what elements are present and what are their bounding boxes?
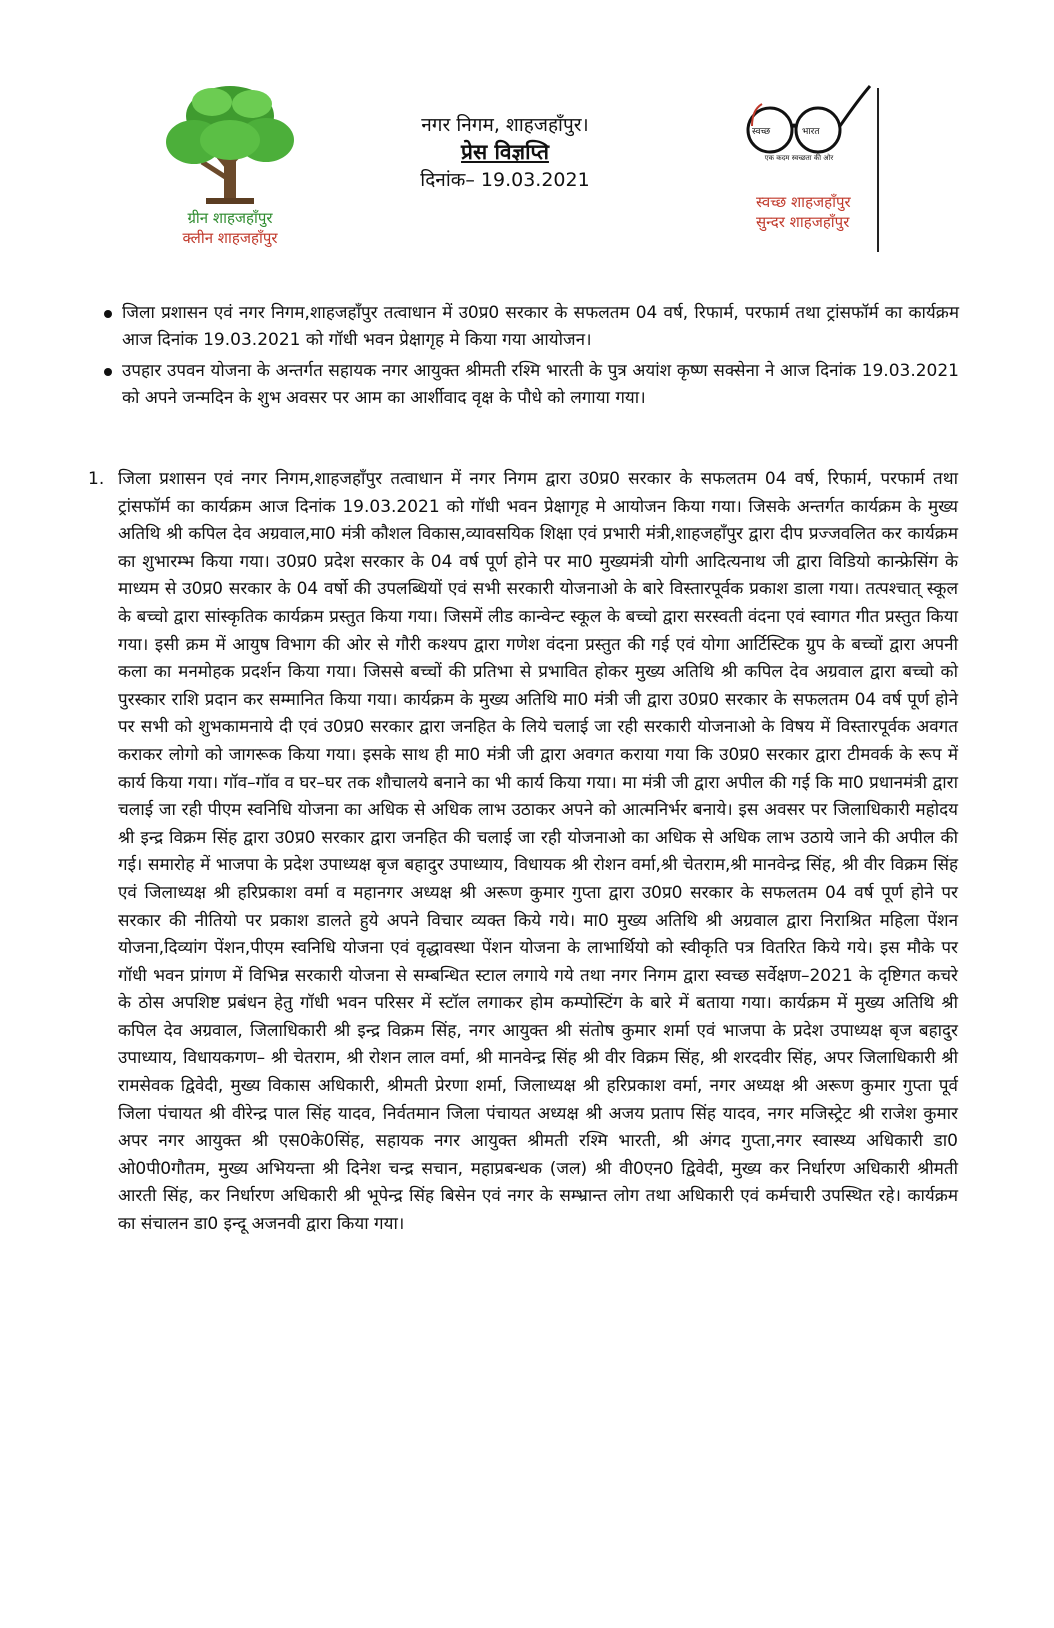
swachh-bharat-logo xyxy=(740,80,880,260)
bullet-icon xyxy=(104,310,112,318)
glasses-right-label: भारत xyxy=(802,127,820,137)
highlight-item xyxy=(104,300,959,354)
header-divider xyxy=(877,88,879,252)
bullet-icon xyxy=(104,368,112,376)
tree-icon xyxy=(162,80,298,208)
numbered-paragraph xyxy=(88,466,958,1239)
swachh-caption-line1: स्वच्छ शाहजहाँपुर xyxy=(756,193,851,211)
swachh-tagline: एक कदम स्वच्छता की ओर xyxy=(764,154,834,162)
highlight-item xyxy=(104,358,959,412)
paragraph-number: 1. xyxy=(88,469,105,489)
letterhead xyxy=(0,0,1054,290)
title-block xyxy=(380,112,630,194)
release-date: दिनांक– 19.03.2021 xyxy=(420,169,590,191)
logo-caption-green: ग्रीन शाहजहाँपुर xyxy=(187,209,273,227)
page-title: प्रेस विज्ञप्ति xyxy=(461,140,549,164)
glasses-left-label: स्वच्छ xyxy=(752,127,771,137)
swachh-caption-line2: सुन्दर शाहजहाँपुर xyxy=(756,213,850,231)
swachh-bharat-glasses-icon xyxy=(740,80,880,160)
paragraph-text: जिला प्रशासन एवं नगर निगम,शाहजहाँपुर तत्वाधान में नगर निगम द्वारा उ0प्र0 सरकार के सफलतम 04 वर्ष, रिफार्म, परफार्म तथा ट्रांसफॉर्म का कार्यक्रम आज दिनांक 19.03.2021 को गॉधी भवन प्रेक्षागृह मे आयोजन किया गया। जिसके अन्तर्गत कार्यक्रम के मुख्य अतिथि श्री कपिल देव अग्रवाल,मा0 मंत्री कौशल विकास,व्यावसयिक शिक्षा एवं प्रभारी मंत्री,शाहजहाँपुर द्वारा दीप प्रज्जवलित कर कार्यक्रम का शुभारम्भ किया गया। उ0प्र0 प्रदेश सरकार के 04 वर्ष पूर्ण होने पर मा0 मुख्यमंत्री योगी आदित्यनाथ जी द्वारा विडियो कान्फ्रेसिंग के माध्यम से उ0प्र0 सरकार के 04 वर्षो की उपलब्धियों एवं सभी सरकारी योजनाओ के बारे विस्तारपूर्वक प्रकाश डाला गया। तत्पश्चात् स्कूल के बच्चो द्वारा सांस्कृतिक कार्यक्रम प्रस्तुत किया गया। जिसमें लीड कान्वेन्ट स्कूल के बच्चो द्वारा सरस्वती वंदना एवं स्वागत गीत प्रस्तुत किया गया। इसी क्रम में आयुष विभाग की ओर से गौरी कश्यप द्वारा गणेश वंदना प्रस्तुत की गई एवं योगा आर्टिस्टिक ग्रुप के बच्चों द्वारा अपनी कला का मनमोहक प्रदर्शन किया गया। जिससे बच्चों की प्रतिभा से प्रभावित होकर मुख्य अतिथि श्री कपिल देव अग्रवाल द्वारा बच्चो को पुरस्कार राशि प्रदान कर सम्मानित किया गया। कार्यक्रम के मुख्य अतिथि मा0 मंत्री जी द्वारा उ0प्र0 सरकार के सफलतम 04 वर्ष पूर्ण होने पर सभी को शुभकामनाये दी एवं उ0प्र0 सरकार द्वारा जनहित के लिये चलाई जा रही सरकारी योजनाओ के विषय में विस्तारपूर्वक अवगत कराकर लोगो को जागरूक किया गया। इसके साथ ही मा0 मंत्री जी द्वारा अवगत कराया गया कि उ0प्र0 सरकार द्वारा टीमवर्क के रूप में कार्य किया गया। गॉव–गॉव व घर–घर तक शौचालये बनाने का भी कार्य किया गया। मा मंत्री जी द्वारा अपील की गई कि मा0 प्रधानमंत्री द्वारा चलाई जा रही पीएम स्वनिधि योजना का अधिक से अधिक लाभ उठाकर अपने को आत्मनिर्भर बनाये। इस अवसर पर जिलाधिकारी महोदय श्री इन्द्र विक्रम सिंह द्वारा उ0प्र0 सरकार द्वारा जनहित की चलाई जा रही योजनाओ का अधिक से अधिक लाभ उठाये जाने की अपील की गई। समारोह में भाजपा के प्रदेश उपाध्यक्ष बृज बहादुर उपाध्याय, विधायक श्री रोशन वर्मा,श्री चेतराम,श्री मानवेन्द्र सिंह, श्री वीर विक्रम सिंह एवं जिलाध्यक्ष श्री हरिप्रकाश वर्मा व महानगर अध्यक्ष श्री अरूण कुमार गुप्ता द्वारा उ0प्र0 सरकार के सफलतम 04 वर्ष पूर्ण होने पर सरकार की नीतियो पर प्रकाश डालते हुये अपने विचार व्यक्त किये गये। मा0 मुख्य अतिथि श्री अग्रवाल द्वारा निराश्रित महिला पेंशन योजना,दिव्यांग पेंशन,पीएम स्वनिधि योजना एवं वृद्धावस्था पेंशन योजना के लाभार्थियो को स्वीकृति पत्र वितरित किये गये। इस मौके पर गॉधी भवन प्रांगण में विभिन्न सरकारी योजना से सम्बन्धित स्टाल लगाये गये तथा नगर निगम द्वारा स्वच्छ सर्वेक्षण–2021 के दृष्टिगत कचरे के ठोस अपशिष्ट प्रबंधन हेतु गॉधी भवन परिसर में स्टॉल लगाकर होम कम्पोस्टिंग के बारे में बताया गया। कार्यक्रम में मुख्य अतिथि श्री कपिल देव अग्रवाल, जिलाधिकारी श्री इन्द्र विक्रम सिंह, नगर आयुक्त श्री संतोष कुमार शर्मा एवं भाजपा के प्रदेश उपाध्यक्ष बृज बहादुर उपाध्याय, विधायकगण– श्री चेतराम, श्री रोशन लाल वर्मा, श्री मानवेन्द्र सिंह श्री वीर विक्रम सिंह, श्री शरदवीर सिंह, अपर जिलाधिकारी श्री रामसेवक द्विवेदी, मुख्य विकास अधिकारी, श्रीमती प्रेरणा शर्मा, जिलाध्यक्ष श्री हरिप्रकाश वर्मा, नगर अध्यक्ष श्री अरूण कुमार गुप्ता पूर्व जिला पंचायत श्री वीरेन्द्र पाल सिंह यादव, निर्वतमान जिला पंचायत अध्यक्ष श्री अजय प्रताप सिंह यादव, नगर मजिस्ट्रेट श्री राजेश कुमार अपर नगर आयुक्त श्री एस0के0सिंह, सहायक नगर आयुक्त श्रीमती रश्मि भारती, श्री अंगद गुप्ता,नगर स्वास्थ्य अधिकारी डा0 ओ0पी0गौतम, मुख्य अभियन्ता श्री दिनेश चन्द्र सचान, महाप्रबन्धक (जल) श्री वी0एन0 द्विवेदी, मुख्य कर निर्धारण अधिकारी श्रीमती आरती सिंह, कर निर्धारण अधिकारी श्री भूपेन्द्र सिंह बिसेन एवं नगर के सम्भ्रान्त लोग तथा अधिकारी एवं कर्मचारी उपस्थित रहे। कार्यक्रम का संचालन डा0 इन्दू अजनवी द्वारा किया गया। xyxy=(118,469,959,1235)
organization-name: नगर निगम, शाहजहाँपुर। xyxy=(421,114,589,136)
green-shahjahanpur-logo xyxy=(150,80,310,260)
highlight-text: जिला प्रशासन एवं नगर निगम,शाहजहाँपुर तत्वाधान में उ0प्र0 सरकार के सफलतम 04 वर्ष, रिफार्म, परफार्म तथा ट्रांसफॉर्म का कार्यक्रम आज दिनांक 19.03.2021 को गॉधी भवन प्रेक्षागृह मे किया गया आयोजन। xyxy=(122,303,959,350)
highlight-text: उपहार उपवन योजना के अन्तर्गत सहायक नगर आयुक्त श्रीमती रश्मि भारती के पुत्र अयांश कृष्ण सक्सेना ने आज दिनांक 19.03.2021 को अपने जन्मदिन के शुभ अवसर पर आम का आर्शीवाद वृक्ष के पौधे को लगाया गया। xyxy=(122,361,959,408)
highlights-list xyxy=(104,300,959,416)
logo-caption-clean: क्लीन शाहजहाँपुर xyxy=(182,229,278,247)
